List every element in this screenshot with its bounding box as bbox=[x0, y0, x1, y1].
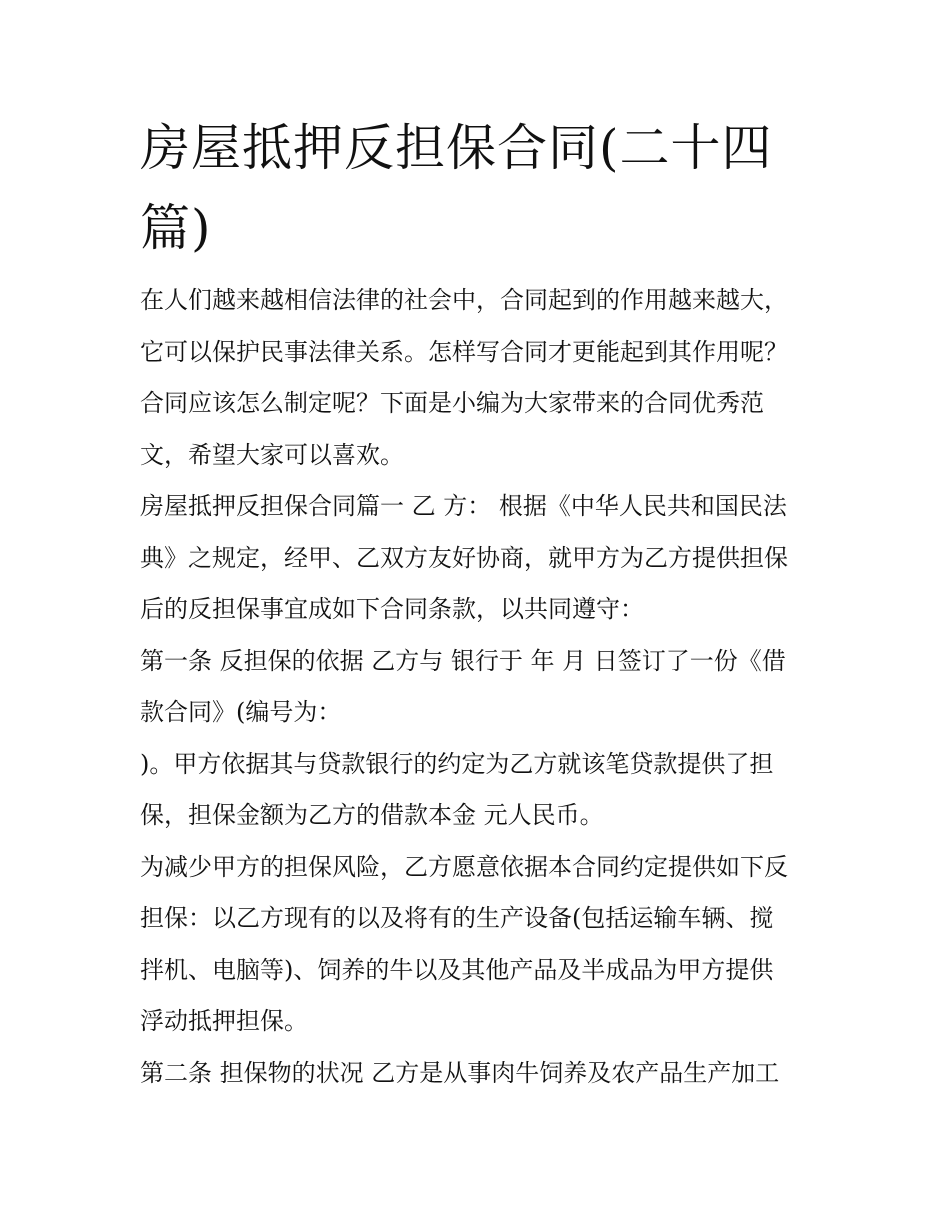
body-line: 后的反担保事宜成如下合同条款，以共同遵守： bbox=[140, 595, 644, 623]
body-line: 合同应该怎么制定呢？下面是小编为大家带来的合同优秀范 bbox=[140, 389, 764, 417]
body-line: 浮动抵押担保。 bbox=[140, 1007, 308, 1035]
body-line: 房屋抵押反担保合同篇一 乙 方： 根据《中华人民共和国民法 bbox=[140, 492, 787, 520]
body-line: 第二条 担保物的状况 乙方是从事肉牛饲养及农产品生产加工 bbox=[140, 1058, 780, 1087]
body-line: 担保：以乙方现有的以及将有的生产设备(包括运输车辆、搅 bbox=[140, 904, 774, 932]
body-line: 它可以保护民事法律关系。怎样写合同才更能起到其作用呢？ bbox=[140, 337, 788, 366]
body-line: 保，担保金额为乙方的借款本金 元人民币。 bbox=[140, 801, 604, 829]
body-line: )。甲方依据其与贷款银行的约定为乙方就该笔贷款提供了担 bbox=[140, 749, 774, 778]
body-line: 文，希望大家可以喜欢。 bbox=[140, 440, 404, 469]
body-line: 款合同》(编号为： bbox=[140, 698, 342, 726]
body-line: 在人们越来越相信法律的社会中，合同起到的作用越来越大， bbox=[140, 286, 788, 314]
title-line: 篇) bbox=[140, 199, 212, 257]
title-line: 房屋抵押反担保合同(二十四 bbox=[140, 119, 773, 177]
document-title bbox=[140, 108, 820, 268]
body-line: 为减少甲方的担保风险，乙方愿意依据本合同约定提供如下反 bbox=[140, 852, 788, 881]
body-line: 拌机、电脑等)、饲养的牛以及其他产品及半成品为甲方提供 bbox=[140, 955, 774, 984]
document-body bbox=[140, 276, 818, 1100]
body-line: 典》之规定，经甲、乙双方友好协商，就甲方为乙方提供担保 bbox=[140, 543, 788, 572]
body-line: 第一条 反担保的依据 乙方与 银行于 年 月 日签订了一份《借 bbox=[140, 646, 786, 675]
